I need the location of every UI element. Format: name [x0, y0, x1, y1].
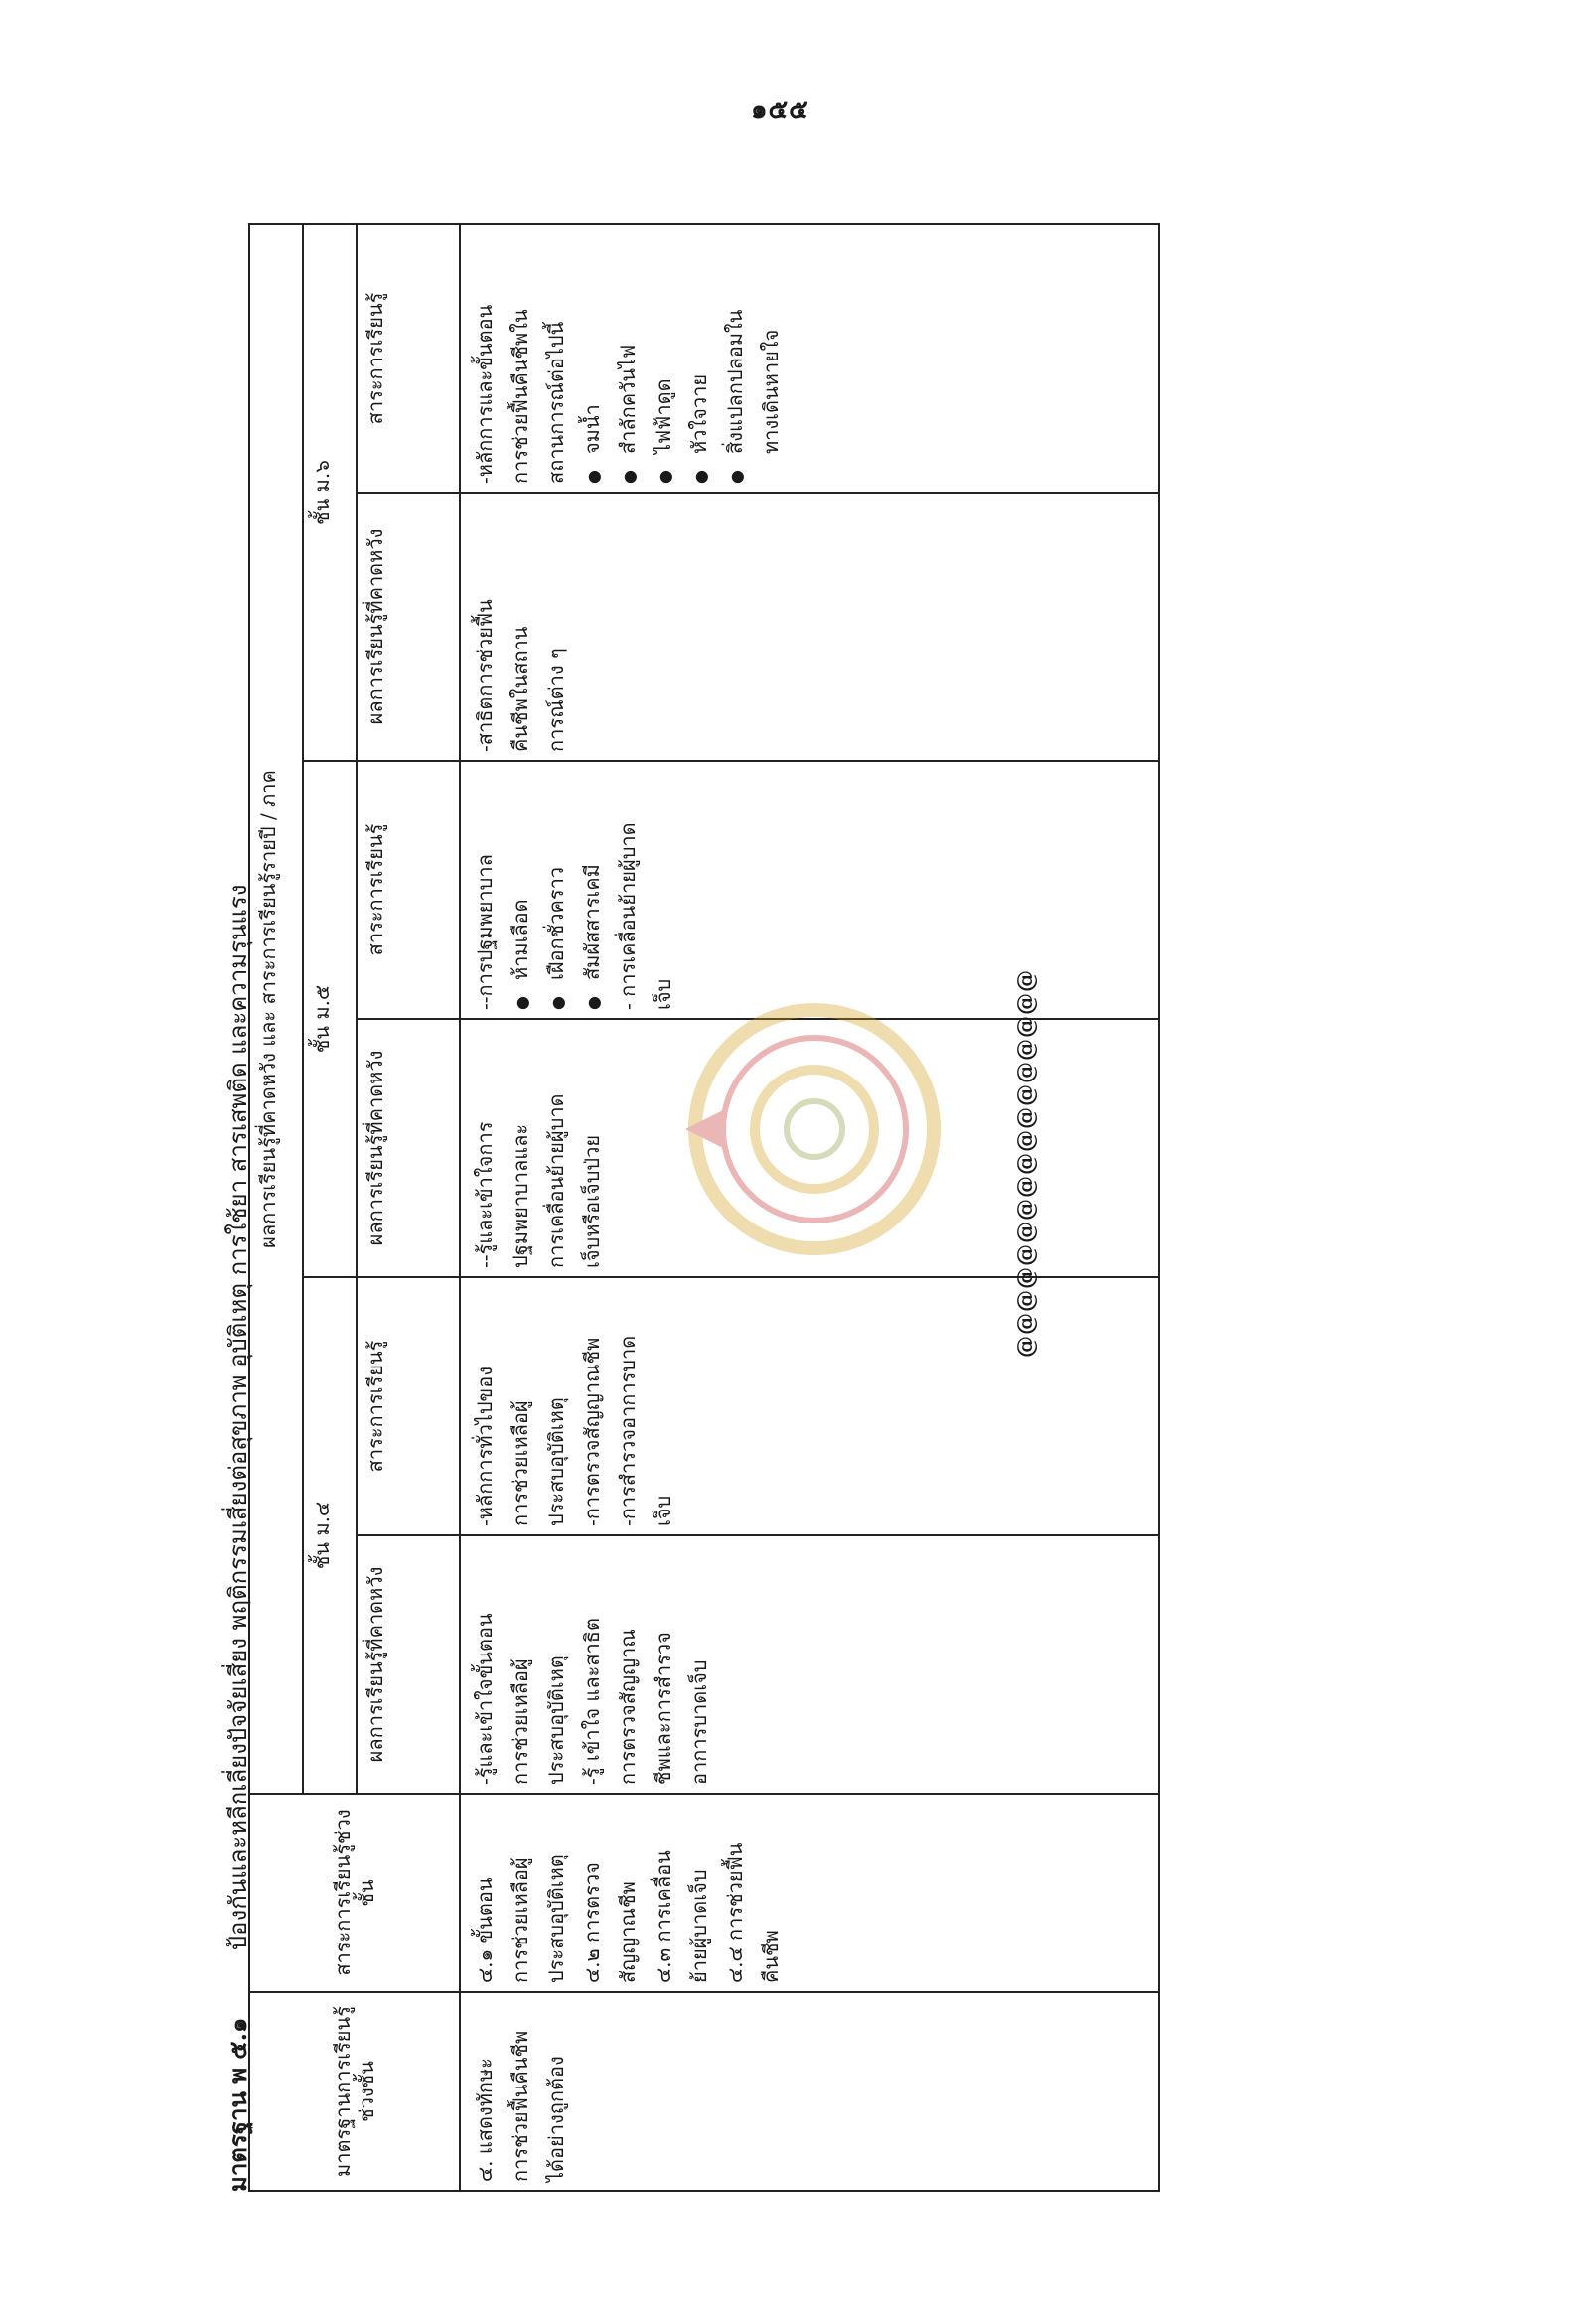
list-item: ● ห้ามเลือด [503, 770, 538, 1010]
cell-m6-expected: -สาธิตการช่วยฟื้น คืนชีพในสถาน การณ์ต่าง ๆ [460, 493, 1159, 761]
cell-m4-expected: -รู้และเข้าใจขั้นตอน การช่วยเหลือผู้ ประสบอุบัติเหตุ -รู้ เข้าใจ และสาธิต การตรวจสัญญาณ ชีพและการสำรวจ อาการบาดเจ็บ [460, 1535, 1159, 1794]
cell-m5-content: --การปฐมพยาบาล ● ห้ามเลือด ● เฝือกชั่วคราว ● สัมผัสสารเคมี - การเคลื่อนย้ายผู้บาด เจ็บ [460, 761, 1159, 1019]
footer-decoration: @@@@@@@@@@@@@@@@@ [1013, 969, 1039, 1358]
list-item: ● สำลักควันไฟ [610, 233, 646, 484]
page-number: ๑๕๕ [751, 95, 809, 125]
header-content-range-column: สาระการเรียนรู้ช่วงชั้น [249, 1794, 460, 1992]
cell-standard: ๔. แสดงทักษะ การช่วยฟื้นคืนชีพ ได้อย่างถูกต้อง [460, 1992, 1159, 2191]
header-m4-expected: ผลการเรียนรู้ที่คาดหวัง [357, 1535, 460, 1794]
list-item: ● หัวใจวาย [681, 233, 717, 484]
cell-content-range: ๔.๑ ขั้นตอน การช่วยเหลือผู้ ประสบอุบัติเหตุ ๔.๒ การตรวจ สัญญาณชีพ ๔.๓ การเคลื่อน ย้ายผู้บาดเจ็บ ๔.๔ การช่วยฟื้น คืนชีพ [460, 1794, 1159, 1992]
standard-topic: ป้องกันและหลีกเลี่ยงปัจจัยเสี่ยง พฤติกรรมเสี่ยงต่อสุขภาพ อุบัติเหตุ การใช้ยา สารเสพติด และความรุนแรง [224, 884, 252, 1951]
header-standard-column: มาตรฐานการเรียนรู้ช่วงชั้น [249, 1992, 460, 2191]
header-grade-m5: ชั้น ม.๕ [303, 761, 357, 1277]
header-m4-content: สาระการเรียนรู้ [357, 1277, 460, 1535]
header-m6-expected: ผลการเรียนรู้ที่คาดหวัง [357, 493, 460, 761]
cell-m6-content: -หลักการและขั้นตอน การช่วยฟื้นคืนชีพใน สถานการณ์ต่อไปนี้ ● จมน้ำ ● สำลักควันไฟ ● ไฟฟ้าดูด ● หัวใจวาย ● สิ่งแปลกปลอมใน ทางเดินหายใจ [460, 224, 1159, 493]
header-m5-content: สาระการเรียนรู้ [357, 761, 460, 1019]
cell-m4-content: -หลักการทั่วไปของ การช่วยเหลือผู้ ประสบอุบัติเหตุ -การตรวจสัญญาณชีพ -การสำรวจอาการบาด เจ็บ [460, 1277, 1159, 1535]
list-item: ● สัมผัสสารเคมี [574, 770, 610, 1010]
list-item: ● สิ่งแปลกปลอมใน [717, 233, 753, 484]
header-grade-m4: ชั้น ม.๔ [303, 1277, 357, 1794]
watermark-seal-icon [665, 980, 963, 1278]
rotated-page-content [209, 206, 1202, 2192]
header-m6-content: สาระการเรียนรู้ [357, 224, 460, 493]
list-item: ● ไฟฟ้าดูด [646, 233, 681, 484]
list-item: ● จมน้ำ [574, 233, 610, 484]
list-item: ● เฝือกชั่วคราว [538, 770, 574, 1010]
cell-m5-expected: --รู้และเข้าใจการ ปฐมพยาบาลและ การเคลื่อนย้ายผู้บาด เจ็บหรือเจ็บป่วย [460, 1019, 1159, 1277]
header-expected-results: ผลการเรียนรู้ที่คาดหวัง และ สาระการเรียนรู้รายปี / ภาค [249, 224, 303, 1794]
standard-code: มาตรฐาน พ ๕.๑ [223, 2017, 252, 2192]
header-grade-m6: ชั้น ม.๖ [303, 224, 357, 761]
header-m5-expected: ผลการเรียนรู้ที่คาดหวัง [357, 1019, 460, 1277]
